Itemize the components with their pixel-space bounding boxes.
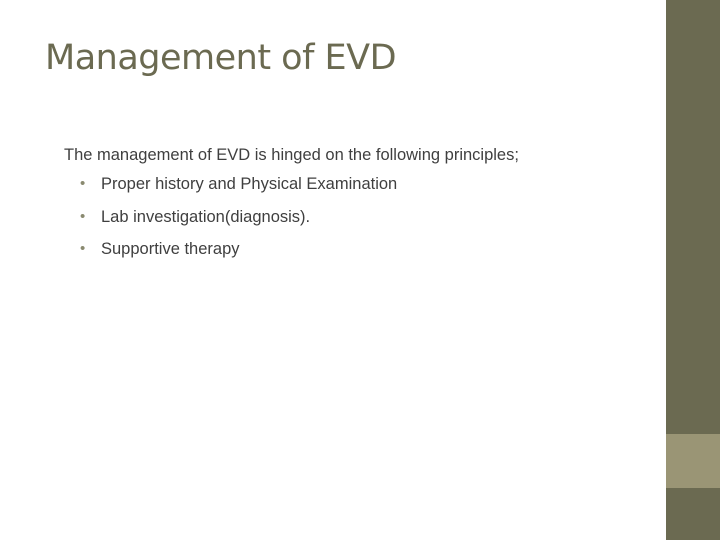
slide-body — [64, 144, 644, 270]
page-title: Management of EVD — [45, 38, 397, 78]
bullet-dot-icon: • — [80, 175, 86, 193]
bullet-list — [64, 173, 644, 260]
list-item — [72, 206, 644, 228]
list-item-label: Lab investigation(diagnosis). — [101, 207, 311, 226]
list-item — [72, 173, 644, 195]
right-sidebar-accent-square — [666, 434, 720, 488]
right-sidebar-gap — [653, 0, 666, 540]
bullet-dot-icon: • — [80, 239, 86, 257]
list-item-label: Supportive therapy — [101, 239, 240, 258]
bullet-dot-icon: • — [80, 207, 86, 225]
list-item — [72, 238, 644, 260]
list-item-label: Proper history and Physical Examination — [101, 175, 398, 194]
body-intro-text: The management of EVD is hinged on the following principles; — [64, 146, 519, 164]
